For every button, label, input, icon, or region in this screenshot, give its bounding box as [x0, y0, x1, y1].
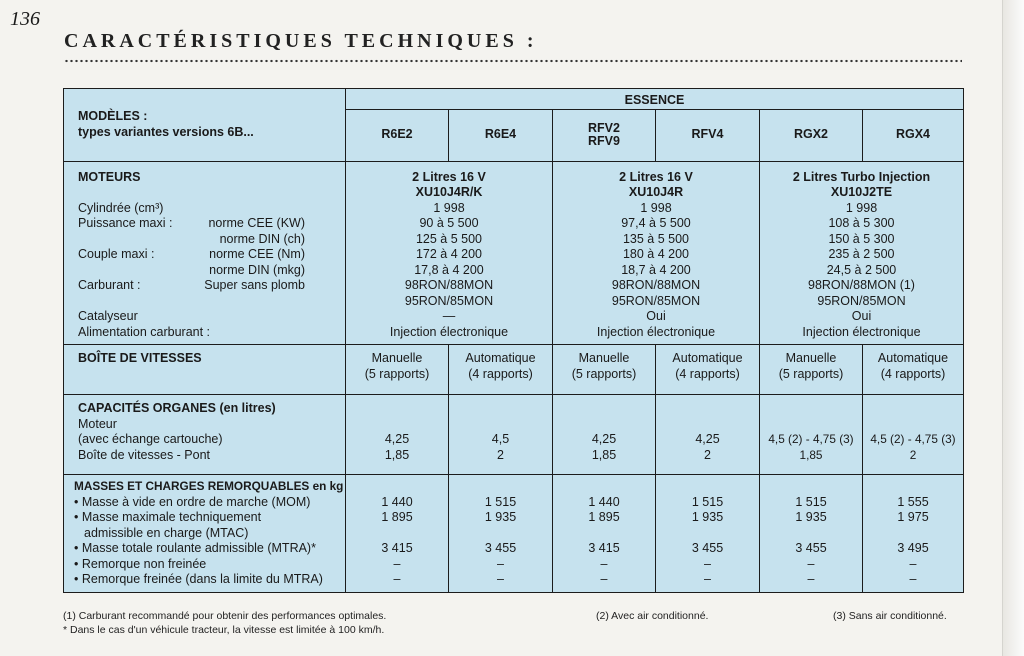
- footnote-star: * Dans le cas d'un véhicule tracteur, la vitesse est limitée à 100 km/h.: [63, 624, 385, 636]
- model-rfv4: RFV4: [656, 109, 760, 161]
- boite-rgx2: Manuelle (5 rapports): [760, 345, 863, 395]
- capacites-row: [64, 395, 964, 475]
- label-cylindree: Cylindrée (cm³): [78, 200, 164, 215]
- boite-r6e4: Automatique (4 rapports): [449, 345, 553, 395]
- moteurs-row: [64, 161, 964, 345]
- cap-rfv4: 4,25 2: [656, 395, 760, 475]
- boite-r6e2: Manuelle (5 rapports): [346, 345, 449, 395]
- cap-r6e2: 4,25 1,85: [346, 395, 449, 475]
- model-rgx4: RGX4: [863, 109, 964, 161]
- masses-labels: MASSES ET CHARGES REMORQUABLES en kg • Masse à vide en ordre de marche (MOM) • Masse maximale techniquement admissible en charge (MTAC) • Masse totale roulante admissible (MTRA)* • Remorque non freinée • Remorque freinée (dans la limite du MTRA): [64, 475, 346, 593]
- label-couple-din: norme DIN (mkg): [209, 262, 305, 277]
- masses-row: [64, 475, 964, 593]
- cap-rgx2: 4,5 (2) - 4,75 (3) 1,85: [760, 395, 863, 475]
- spec-table: [63, 88, 964, 593]
- boite-rfv4: Automatique (4 rapports): [656, 345, 760, 395]
- fuel-header: ESSENCE: [346, 89, 964, 110]
- footnote-1: (1) Carburant recommandé pour obtenir des performances optimales.: [63, 610, 387, 622]
- model-r6e2: R6E2: [346, 109, 449, 161]
- label-catalyseur: Catalyseur: [78, 309, 138, 323]
- model-rgx2: RGX2: [760, 109, 863, 161]
- boite-rfv2: Manuelle (5 rapports): [553, 345, 656, 395]
- models-label-cell: [64, 89, 346, 162]
- cap-rgx4: 4,5 (2) - 4,75 (3) 2: [863, 395, 964, 475]
- capacites-heading: CAPACITÉS ORGANES (en litres): [78, 401, 276, 415]
- capacites-labels: CAPACITÉS ORGANES (en litres) Moteur (avec échange cartouche) Boîte de vitesses - Pont: [64, 395, 346, 475]
- boite-row: [64, 345, 964, 395]
- footnote-3: (3) Sans air conditionné.: [833, 610, 947, 622]
- masses-rfv2: 1 440 1 895 3 415 – –: [553, 475, 656, 593]
- model-rfv2-rfv9: RFV2 RFV9: [553, 109, 656, 161]
- models-sublabel: types variantes versions 6B...: [78, 124, 254, 139]
- masses-r6e2: 1 440 1 895 3 415 – –: [346, 475, 449, 593]
- engine-1: 2 Litres 16 V XU10J4R/K 1 998 90 à 5 500 125 à 5 500 172 à 4 200 17,8 à 4 200 98RON/88MON 95RON/85MON — Injection électronique: [346, 161, 553, 345]
- moteurs-labels: [64, 161, 346, 345]
- boite-rgx4: Automatique (4 rapports): [863, 345, 964, 395]
- cap-r6e4: 4,5 2: [449, 395, 553, 475]
- boite-heading: BOÎTE DE VITESSES: [64, 345, 346, 395]
- label-alimentation: Alimentation carburant :: [78, 324, 211, 339]
- label-carburant: Carburant : Super sans plomb: [78, 278, 305, 292]
- masses-heading: MASSES ET CHARGES REMORQUABLES en kg: [74, 479, 344, 493]
- masses-rgx2: 1 515 1 935 3 455 – –: [760, 475, 863, 593]
- footnotes-left: [63, 609, 386, 637]
- model-r6e4: R6E4: [449, 109, 553, 161]
- masses-rgx4: 1 555 1 975 3 495 – –: [863, 475, 964, 593]
- page-number: 136: [10, 8, 40, 30]
- models-label: MODÈLES :: [78, 109, 148, 124]
- page-edge: [1002, 0, 1024, 656]
- footnote-2: (2) Avec air conditionné.: [596, 610, 709, 622]
- engine-2: 2 Litres 16 V XU10J4R 1 998 97,4 à 5 500 135 à 5 500 180 à 4 200 18,7 à 4 200 98RON/88MON 95RON/85MON Oui Injection électronique: [553, 161, 760, 345]
- moteurs-heading: MOTEURS: [78, 169, 141, 184]
- cap-rfv2: 4,25 1,85: [553, 395, 656, 475]
- masses-rfv4: 1 515 1 935 3 455 – –: [656, 475, 760, 593]
- label-couple-cee: Couple maxi : norme CEE (Nm): [78, 247, 305, 261]
- engine-3: 2 Litres Turbo Injection XU10J2TE 1 998 108 à 5 300 150 à 5 300 235 à 2 500 24,5 à 2 500 98RON/88MON (1) 95RON/85MON Oui Injection électronique: [760, 161, 964, 345]
- header-fuel-row: [64, 89, 964, 110]
- page-title: CARACTÉRISTIQUES TECHNIQUES :: [64, 30, 538, 52]
- label-puissance-cee: Puissance maxi : norme CEE (KW): [78, 216, 305, 230]
- label-puissance-din: norme DIN (ch): [219, 231, 305, 246]
- dotted-rule: [64, 58, 962, 64]
- masses-r6e4: 1 515 1 935 3 455 – –: [449, 475, 553, 593]
